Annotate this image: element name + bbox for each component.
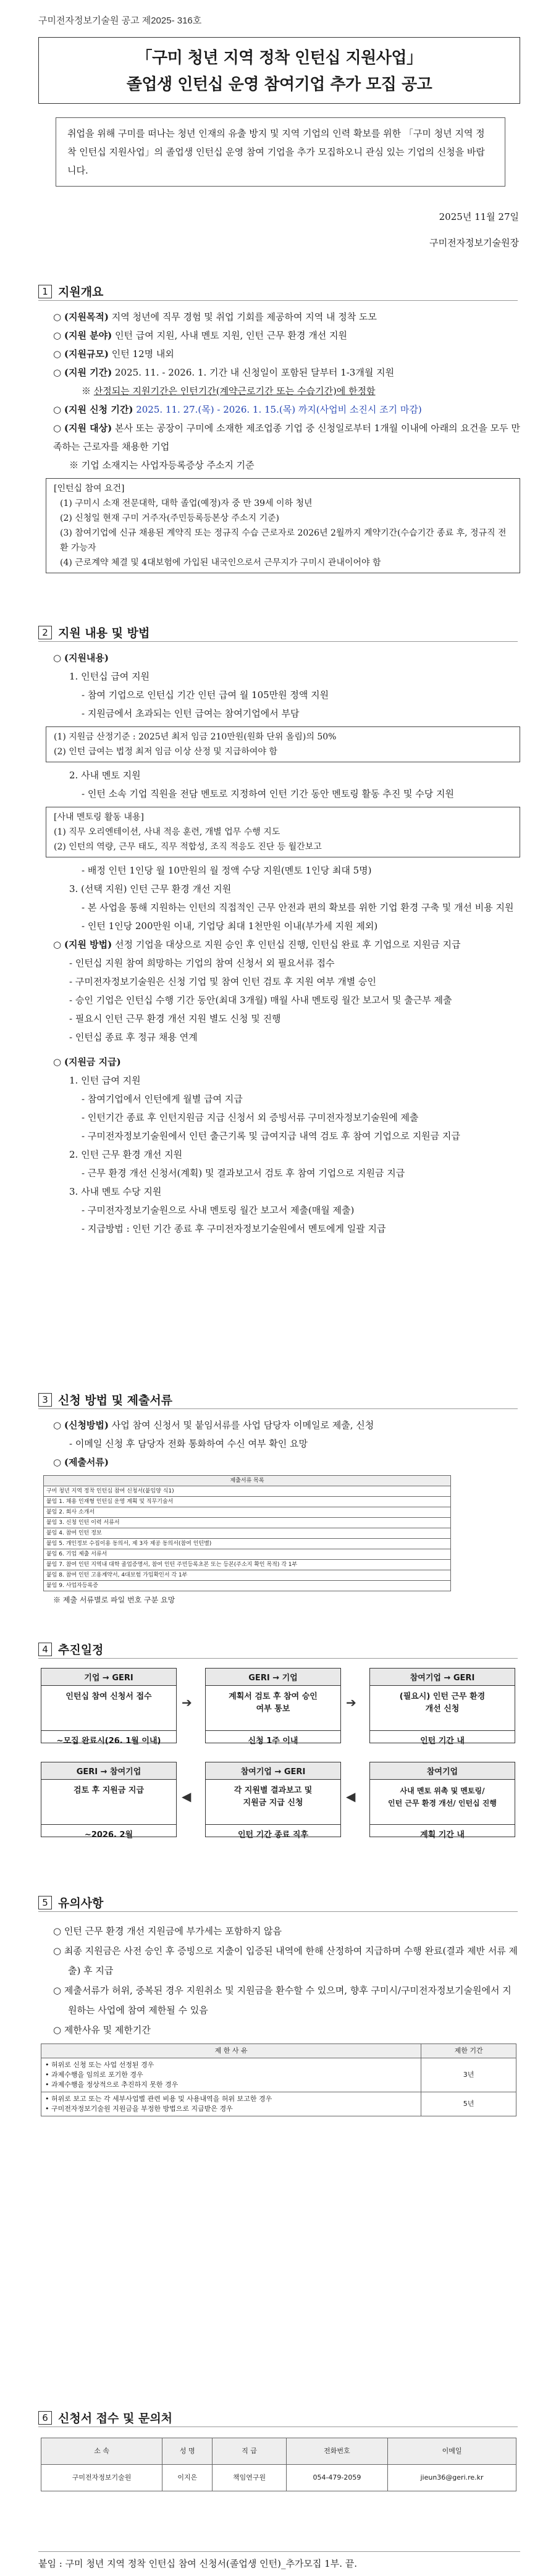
method-step-2: - 구미전자정보기술원은 신청 기업 및 참여 인턴 검토 후 지원 여부 개별 승인 (69, 976, 376, 987)
step-header: 기업 → GERI (41, 1669, 176, 1686)
step-footer: 인턴 기간 종료 직후 (206, 1824, 340, 1843)
requirement-3: (3) 참여기업에 신규 채용된 계약직 또는 정규직 수습 근로자로 2026년 2월까지 계약기간(수습기간 종료 후, 정규직 전환 가능자 (60, 528, 507, 553)
schedule-step-5 (205, 1762, 341, 1840)
method-label: (지원 방법) (64, 939, 112, 950)
document-item: 붙임 2. 회사 소개서 (44, 1507, 451, 1518)
arrow-right-icon: ➔ (346, 1695, 356, 1710)
contact-cell: 책임연구원 (213, 2465, 286, 2491)
section-number: 1 (38, 285, 52, 298)
target-text: 본사 또는 공장이 구미에 소재한 제조업종 기업 중 신청일로부터 1개월 이내에 아래의 요건을 모두 만족하는 근로자를 채용한 기업 (53, 423, 520, 452)
requirement-4: (4) 근로계약 체결 및 4대보험에 가입된 내국인으로서 근무지가 구미시 관내이어야 함 (60, 558, 381, 568)
item-1: 1. 인턴십 급여 지원 (69, 671, 150, 682)
method-step-5: - 인턴십 종료 후 정규 채용 연계 (69, 1032, 198, 1043)
step-footer: ~2026. 2월 (41, 1824, 176, 1843)
document-item: 붙임 3. 신청 인턴 이력 서류서 (44, 1518, 451, 1528)
payment-2-a: - 근무 환경 개선 신청서(계획) 및 결과보고서 검토 후 참여 기업으로 지원금 지급 (82, 1168, 405, 1179)
document-item: 붙임 8. 참여 인턴 고용계약서, 4대보험 가입확인서 각 1부 (44, 1570, 451, 1581)
schedule-step-4 (41, 1762, 177, 1840)
documents-note: ※ 제출 서류별로 파일 번호 구분 요망 (53, 1596, 175, 1604)
item-2-b: - 배정 인턴 1인당 월 10만원의 월 정액 수당 지원(멘토 1인당 최대 5명) (82, 865, 372, 876)
item-3-b: - 인턴 1인당 200만원 이내, 기업당 최대 1천만원 이내(부가세 지원 제외) (82, 920, 378, 932)
caution-1: ○ 인턴 근무 환경 개선 지원금에 부가세는 포함하지 않음 (53, 1926, 282, 1937)
section-number: 3 (38, 1393, 52, 1407)
restriction-reason: • 과제수행을 임의로 포기한 경우 (45, 2071, 143, 2079)
apply-period-text: 2025. 11. 27.(목) - 2026. 1. 15.(목) 까지(사업비 소진시 조기 마감) (133, 404, 422, 415)
schedule-step-1 (41, 1668, 177, 1746)
step-body-2: 지원금 지급 신청 (243, 1798, 303, 1808)
notice-number: 구미전자정보기술원 공고 제2025- 316호 (38, 15, 202, 26)
payment-1: 1. 인턴 급여 지원 (69, 1075, 141, 1086)
payment-3: 3. 사내 멘토 수당 지원 (69, 1186, 162, 1197)
section-title: 지원개요 (58, 285, 104, 299)
requirement-2: (2) 신청일 현재 구미 거주자(주민등록등본상 주소지 기준) (60, 513, 279, 523)
divider (38, 1658, 518, 1659)
step-body-2: 여부 통보 (256, 1704, 290, 1714)
note-prefix: ※ (82, 385, 94, 397)
title-line-1: 「구미 청년 지역 정착 인턴십 지원사업」 (136, 49, 423, 67)
apply-method-note: - 이메일 신청 후 담당자 전화 통화하여 수신 여부 확인 요망 (69, 1438, 308, 1449)
purpose-text: 지역 청년에 직무 경험 및 취업 기회를 제공하여 지역 내 정착 도모 (109, 311, 377, 322)
purpose-label: (지원목적) (64, 311, 109, 322)
field-label: (지원 분야) (64, 330, 112, 341)
method-step-1: - 인턴십 지원 참여 희망하는 기업의 참여 신청서 외 필요서류 접수 (69, 958, 335, 969)
schedule-step-2 (205, 1668, 341, 1746)
date-block (429, 204, 519, 256)
step-body (370, 1686, 515, 1730)
section-title: 추진일정 (58, 1643, 104, 1657)
step-body-1: (필요시) 인턴 근무 환경 (399, 1692, 486, 1701)
arrow-left-icon: ◀ (182, 1789, 192, 1804)
period-note: 산정되는 지원기간은 인턴기간(계약근로기간 또는 수습기간)에 한정함 (93, 385, 376, 397)
document-item: 구미 청년 지역 정착 인턴십 참여 신청서(붙임양 식1) (44, 1486, 451, 1497)
step-body (370, 1780, 515, 1824)
document-item: 붙임 4. 참여 인턴 정보 (44, 1528, 451, 1539)
payment-1-b: - 인턴기간 종료 후 인턴지원금 지급 신청서 외 증빙서류 구미전자정보기술원에 제출 (82, 1112, 419, 1123)
section-1-heading (38, 283, 103, 300)
step-header: 참여기업 → GERI (206, 1762, 340, 1780)
item-2: 2. 사내 멘토 지원 (69, 770, 141, 781)
step-body (206, 1686, 340, 1730)
mentor-activity-1: (1) 직무 오리엔테이션, 사내 적응 훈련, 개별 업무 수행 지도 (54, 827, 280, 837)
payment-3-a: - 구미전자정보기술원으로 사내 멘토링 월간 보고서 제출(매월 제출) (82, 1205, 355, 1216)
step-body (41, 1686, 176, 1730)
document-row (44, 1528, 451, 1539)
section-title: 유의사항 (58, 1896, 104, 1910)
requirement-box (46, 478, 520, 573)
section-6-heading (38, 2409, 172, 2426)
payment-label: (지원금 지급) (64, 1056, 121, 1067)
step-footer: 인턴 기간 내 (370, 1730, 515, 1749)
apply-method-text: 사업 참여 신청서 및 붙임서류를 사업 담당자 이메일로 제출, 신청 (109, 1420, 374, 1431)
mentor-box-title: [사내 멘토링 활동 내용] (54, 812, 144, 822)
section-number: 6 (38, 2411, 52, 2425)
wage-note-box (46, 726, 520, 762)
document-item: 붙임 5. 개인정보 수집이용 동의서, 제 3자 제공 동의서(참여 인턴별) (44, 1539, 451, 1549)
scale-text: 인턴 12명 내외 (109, 348, 174, 360)
step-footer: ~모집 완료시(26. 1월 이내) (41, 1730, 176, 1749)
section-number: 4 (38, 1643, 52, 1656)
step-body-1: 검토 후 지원금 지급 (73, 1786, 145, 1795)
contact-email[interactable]: jieun36@geri.re.kr (388, 2465, 516, 2491)
payment-1-c: - 구미전자정보기술원에서 인턴 출근기록 및 급여지급 내역 검토 후 참여 기업으로 지원금 지급 (82, 1130, 460, 1142)
document-row (44, 1581, 451, 1591)
issuer: 구미전자정보기술원장 (429, 237, 519, 248)
title-line-2: 졸업생 인턴십 운영 참여기업 추가 모집 공고 (126, 75, 432, 94)
document-row (44, 1507, 451, 1518)
restriction-reason: • 과제수행을 정상적으로 추진하지 못한 경우 (45, 2081, 179, 2089)
period-label: (지원 기간) (64, 367, 112, 378)
document-row (44, 1518, 451, 1528)
step-body-1: 계획서 검토 후 참여 승인 (229, 1692, 318, 1701)
field-text: 인턴 급여 지원, 사내 멘토 지원, 인턴 근무 환경 개선 지원 (112, 330, 348, 341)
step-footer: 신청 1주 이내 (206, 1730, 340, 1749)
wage-note-1: (1) 지원금 산정기준 : 2025년 최저 임금 210만원(원화 단위 올림)의 50% (54, 732, 337, 742)
section-3-body: ○ (신청방법) 사업 참여 신청서 및 붙임서류를 사업 담당자 이메일로 제출, 신청 - 이메일 신청 후 담당자 전화 통화하여 수신 여부 확인 요망 ○ (제출서류) 제출서류 목록 구미 청년 지역 정착 인턴십 참여 신청서(붙임양 식1) 붙임 1. 채용 인재형 인턴십 운영 계획 및 직무기술서 붙임 2. 회사 소개서 붙임 3. 신청 인턴 이력 서류서 붙임 4. 참여 인턴 정보 붙임 5. 개인정보 수집이용 동의서, 제 3자 제공 동의서(참여 인턴별) 붙임 6. 기업 제출 서류서 붙임 7. 참여 인턴 지역내 대학 졸업증명서, 참여 인턴 주민등록초본 또는 등본(주소지 확인 목적) 각 1부 붙임 8. 참여 인턴 고용계약서, 4대보험 가입확인서 각 1부 붙임 9. 사업자등록증 ※ 제출 서류별로 파일 번호 구분 요망 (38, 1416, 520, 1606)
item-1-a: - 참여 기업으로 인턴십 기간 인턴 급여 월 105만원 정액 지원 (82, 689, 329, 701)
document-row (44, 1560, 451, 1570)
divider (38, 1911, 518, 1912)
attachment-line: 붙임 : 구미 청년 지역 정착 인턴십 참여 신청서(졸업생 인턴)_추가모집 1부. 끝. (38, 2551, 520, 2570)
restriction-row (41, 2058, 516, 2092)
contact-header-cell: 소 속 (41, 2438, 162, 2465)
document-row (44, 1497, 451, 1507)
step-body-1: 인턴십 참여 신청서 접수 (65, 1692, 152, 1701)
wage-note-2: (2) 인턴 급여는 법정 최저 임금 이상 산정 및 지급하여야 함 (54, 747, 277, 757)
restriction-reasons (41, 2092, 421, 2116)
section-2-body: ○ (지원내용) 1. 인턴십 급여 지원 - 참여 기업으로 인턴십 기간 인턴 급여 월 105만원 정액 지원 - 지원금에서 초과되는 인턴 급여는 참여기업에서 부담 (1) 지원금 산정기준 : 2025년 최저 임금 210만원(원화 단위 올림)의 50% (2) 인턴 급여는 법정 최저 임금 이상 산정 및 지급하여야 함 2. 사내 멘토 지원 - 인턴 소속 기업 직원을 전담 멘토로 지정하여 인턴 기간 동안 멘토링 활동 추진 및 수당 지원 [사내 멘토링 활동 내용] (1) 직무 오리엔테이션, 사내 적응 훈련, 개별 업무 수행 지도 (2) 인턴의 역량, 근무 태도, 직무 적합성, 조직 적응도 진단 등 월간보고 - 배정 인턴 1인당 월 10만원의 월 정액 수당 지원(멘토 1인당 최대 5명) 3. (선택 지원) 인턴 근무 환경 개선 지원 - 본 사업을 통해 지원하는 인턴의 직접적인 근무 안전과 편의 확보를 위한 기업 환경 구축 및 개선 비용 지원 - 인턴 1인당 200만원 이내, 기업당 최대 1천만원 이내(부가세 지원 제외) ○ (지원 방법) 선정 기업을 대상으로 지원 승인 후 인턴십 진행, 인턴십 완료 후 기업으로 지원금 지급 - 인턴십 지원 참여 희망하는 기업의 참여 신청서 외 필요서류 접수 - 구미전자정보기술원은 신청 기업 및 참여 인턴 검토 후 지원 여부 개별 승인 - 승인 기업은 인턴십 수행 기간 동안(최대 3개월) 매월 사내 멘토링 월간 보고서 및 출근부 제출 - 필요시 인턴 근무 환경 개선 지원 별도 신청 및 진행 - 인턴십 종료 후 정규 채용 연계 ○ (지원금 지급) 1. 인턴 급여 지원 - 참여기업에서 인턴에게 월별 급여 지급 - 인턴기간 종료 후 인턴지원금 지급 신청서 외 증빙서류 구미전자정보기술원에 제출 - 구미전자정보기술원에서 인턴 출근기록 및 급여지급 내역 검토 후 참여 기업으로 지원금 지급 2. 인턴 근무 환경 개선 지원 - 근무 환경 개선 신청서(계획) 및 결과보고서 검토 후 참여 기업으로 지원금 지급 3. 사내 멘토 수당 지원 - 구미전자정보기술원으로 사내 멘토링 월간 보고서 제출(매월 제출) - 지급방법 : 인턴 기간 종료 후 구미전자정보기술원에서 멘토에게 일괄 지급 (38, 649, 520, 1238)
payment-1-a: - 참여기업에서 인턴에게 월별 급여 지급 (82, 1093, 243, 1105)
divider (38, 641, 518, 642)
period-text: 2025. 11. - 2026. 1. 기간 내 신청일이 포함된 달부터 1-3개월 지원 (112, 367, 395, 378)
contact-header-cell: 이메일 (388, 2438, 516, 2465)
item-3-a: - 본 사업을 통해 지원하는 인턴의 직접적인 근무 안전과 편의 확보를 위한 기업 환경 구축 및 개선 비용 지원 (82, 902, 514, 913)
restriction-reason: • 허위로 보고 또는 각 세부사업별 관련 비용 및 사용내역을 허위 보고한 경우 (45, 2095, 272, 2103)
contact-header-row (41, 2438, 516, 2465)
section-title: 신청 방법 및 제출서류 (58, 1394, 173, 1407)
step-header: 참여기업 (370, 1762, 515, 1780)
notice-date: 2025년 11월 27일 (439, 211, 519, 222)
item-2-a: - 인턴 소속 기업 직원을 전담 멘토로 지정하여 인턴 기간 동안 멘토링 활동 추진 및 수당 지원 (82, 788, 455, 799)
method-text: 선정 기업을 대상으로 지원 승인 후 인턴십 진행, 인턴십 완료 후 기업으로 지원금 지급 (112, 939, 461, 950)
documents-label: (제출서류) (64, 1457, 109, 1468)
step-body (41, 1780, 176, 1824)
section-title: 신청서 접수 및 문의처 (58, 2412, 173, 2425)
contact-cell: 이지은 (162, 2465, 213, 2491)
document-item: 붙임 9. 사업자등록증 (44, 1581, 451, 1591)
section-number: 5 (38, 1896, 52, 1909)
mentor-activity-2: (2) 인턴의 역량, 근무 태도, 직무 적합성, 조직 적응도 진단 등 월간보고 (54, 842, 322, 852)
requirement-1: (1) 구미시 소재 전문대학, 대학 졸업(예정)자 중 만 39세 이하 청년 (60, 499, 313, 508)
documents-table-body (44, 1486, 451, 1591)
caution-2: ○ 최종 지원금은 사전 승인 후 증빙으로 지출이 입증된 내역에 한해 산정하여 지급하며 수행 완료(결과 제반 서류 제출) 후 지급 (53, 1945, 518, 1976)
arrow-left-icon: ◀ (346, 1789, 356, 1804)
document-item: 붙임 7. 참여 인턴 지역내 대학 졸업증명서, 참여 인턴 주민등록초본 또는 등본(주소지 확인 목적) 각 1부 (44, 1560, 451, 1570)
section-title: 지원 내용 및 방법 (58, 626, 150, 640)
caution-3: ○ 제출서류가 허위, 중복된 경우 지원취소 및 지원금을 환수할 수 있으며, 향후 구미시/구미전자정보기술원에서 지원하는 사업에 참여 제한될 수 있음 (53, 1985, 512, 2016)
restriction-period: 5년 (421, 2092, 516, 2116)
schedule-step-3 (369, 1668, 515, 1746)
intro-box: 취업을 위해 구미를 떠나는 청년 인재의 유출 방지 및 지역 기업의 인력 확보를 위한 「구미 청년 지역 정착 인턴십 지원사업」의 졸업생 인턴십 운영 참여 기업을 추가 모집하오니 관심 있는 기업의 신청을 바랍니다. (56, 117, 505, 187)
step-body-1: 사내 멘토 위촉 및 멘토링/ (400, 1787, 485, 1795)
document-row (44, 1539, 451, 1549)
contact-phone[interactable]: 054-479-2059 (286, 2465, 387, 2491)
item-3: 3. (선택 지원) 인턴 근무 환경 개선 지원 (69, 883, 232, 894)
contact-row (41, 2465, 516, 2491)
contact-cell: 구미전자정보기술원 (41, 2465, 162, 2491)
step-body-2: 개선 신청 (425, 1704, 460, 1714)
target-label: (지원 대상) (64, 423, 112, 434)
method-step-4: - 필요시 인턴 근무 환경 개선 지원 별도 신청 및 진행 (69, 1013, 281, 1024)
restriction-row (41, 2092, 516, 2116)
restriction-reason-header: 제 한 사 유 (41, 2044, 421, 2058)
step-footer: 계획 기간 내 (370, 1824, 515, 1843)
documents-table (43, 1475, 451, 1591)
contact-header-cell: 전화번호 (286, 2438, 387, 2465)
apply-period-label: (지원 신청 기간) (64, 404, 133, 415)
section-4-heading (38, 1641, 103, 1657)
restriction-table-body (41, 2058, 516, 2116)
restriction-reason: • 구미전자정보기술원 지원금을 부정한 방법으로 지급받은 경우 (45, 2105, 233, 2113)
document-row (44, 1486, 451, 1497)
step-header: GERI → 기업 (206, 1669, 340, 1686)
title-box (38, 37, 520, 104)
caution-4: ○ 제한사유 및 제한기간 (53, 2024, 151, 2035)
item-1-b: - 지원금에서 초과되는 인턴 급여는 참여기업에서 부담 (82, 708, 300, 719)
section-3-heading (38, 1391, 172, 1408)
payment-2: 2. 인턴 근무 환경 개선 지원 (69, 1149, 183, 1160)
document-row (44, 1570, 451, 1581)
step-body-2: 인턴 근무 환경 개선/ 인턴십 진행 (388, 1799, 497, 1808)
divider (38, 1408, 518, 1409)
step-header: 참여기업 → GERI (370, 1669, 515, 1686)
document-item: 붙임 6. 기업 제출 서류서 (44, 1549, 451, 1560)
documents-table-header: 제출서류 목록 (44, 1476, 451, 1486)
payment-3-b: - 지급방법 : 인턴 기간 종료 후 구미전자정보기술원에서 멘토에게 일괄 지급 (82, 1223, 386, 1234)
contact-header-cell: 직 급 (213, 2438, 286, 2465)
schedule-flow (41, 1668, 520, 1853)
section-number: 2 (38, 626, 52, 639)
restriction-reasons (41, 2058, 421, 2092)
target-note: ※ 기업 소재지는 사업자등록증상 주소지 기준 (69, 460, 255, 471)
step-body-1: 각 지원별 결과보고 및 (234, 1786, 313, 1795)
step-body (206, 1780, 340, 1824)
apply-method-label: (신청방법) (64, 1420, 109, 1431)
content-label: (지원내용) (64, 652, 109, 663)
mentor-box (46, 807, 520, 857)
section-5-body (38, 1921, 520, 2116)
requirement-title: [인턴십 참여 요건] (54, 484, 125, 494)
section-1-body: ○ (지원목적) 지역 청년에 직무 경험 및 취업 기회를 제공하여 지역 내 정착 도모 ○ (지원 분야) 인턴 급여 지원, 사내 멘토 지원, 인턴 근무 환경 개선 지원 ○ (지원규모) 인턴 12명 내외 ○ (지원 기간) 2025. 11. - 2026. 1. 기간 내 신청일이 포함된 달부터 1-3개월 지원 ※ 산정되는 지원기간은 인턴기간(계약근로기간 또는 수습기간)에 한정함 ○ (지원 신청 기간) 2025. 11. 27.(목) - 2026. 1. 15.(목) 까지(사업비 소진시 조기 마감) ○ (지원 대상) 본사 또는 공장이 구미에 소재한 제조업종 기업 중 신청일로부터 1개월 이내에 아래의 요건을 모두 만족하는 근로자를 채용한 기업 ※ 기업 소재지는 사업자등록증상 주소지 기준 [인턴십 참여 요건] (1) 구미시 소재 전문대학, 대학 졸업(예정)자 중 만 39세 이하 청년 (2) 신청일 현재 구미 거주자(주민등록등본상 주소지 기준) (3) 참여기업에 신규 채용된 계약직 또는 정규직 수습 근로자로 2026년 2월까지 계약기간(수습기간 종료 후, 정규직 전환 가능자 (4) 근로계약 체결 및 4대보험에 가입된 내국인으로서 근무지가 구미시 관내이어야 함 (38, 308, 520, 577)
section-6-body (38, 2431, 520, 2491)
document-row (44, 1549, 451, 1560)
document-item: 붙임 1. 채용 인재형 인턴십 운영 계획 및 직무기술서 (44, 1497, 451, 1507)
schedule-step-6 (369, 1762, 515, 1840)
restriction-period-header: 제한 기간 (421, 2044, 516, 2058)
restriction-period: 3년 (421, 2058, 516, 2092)
method-step-3: - 승인 기업은 인턴십 수행 기간 동안(최대 3개월) 매월 사내 멘토링 월간 보고서 및 출근부 제출 (69, 995, 452, 1006)
contact-table (41, 2438, 516, 2491)
divider (38, 300, 518, 301)
contact-header-cell: 성 명 (162, 2438, 213, 2465)
restriction-reason: • 허위로 신청 또는 사업 선정된 경우 (45, 2061, 154, 2069)
arrow-right-icon: ➔ (182, 1695, 192, 1710)
section-2-heading (38, 624, 150, 641)
scale-label: (지원규모) (64, 348, 109, 360)
step-header: GERI → 참여기업 (41, 1762, 176, 1780)
restriction-table (41, 2044, 516, 2116)
section-5-heading (38, 1894, 103, 1911)
